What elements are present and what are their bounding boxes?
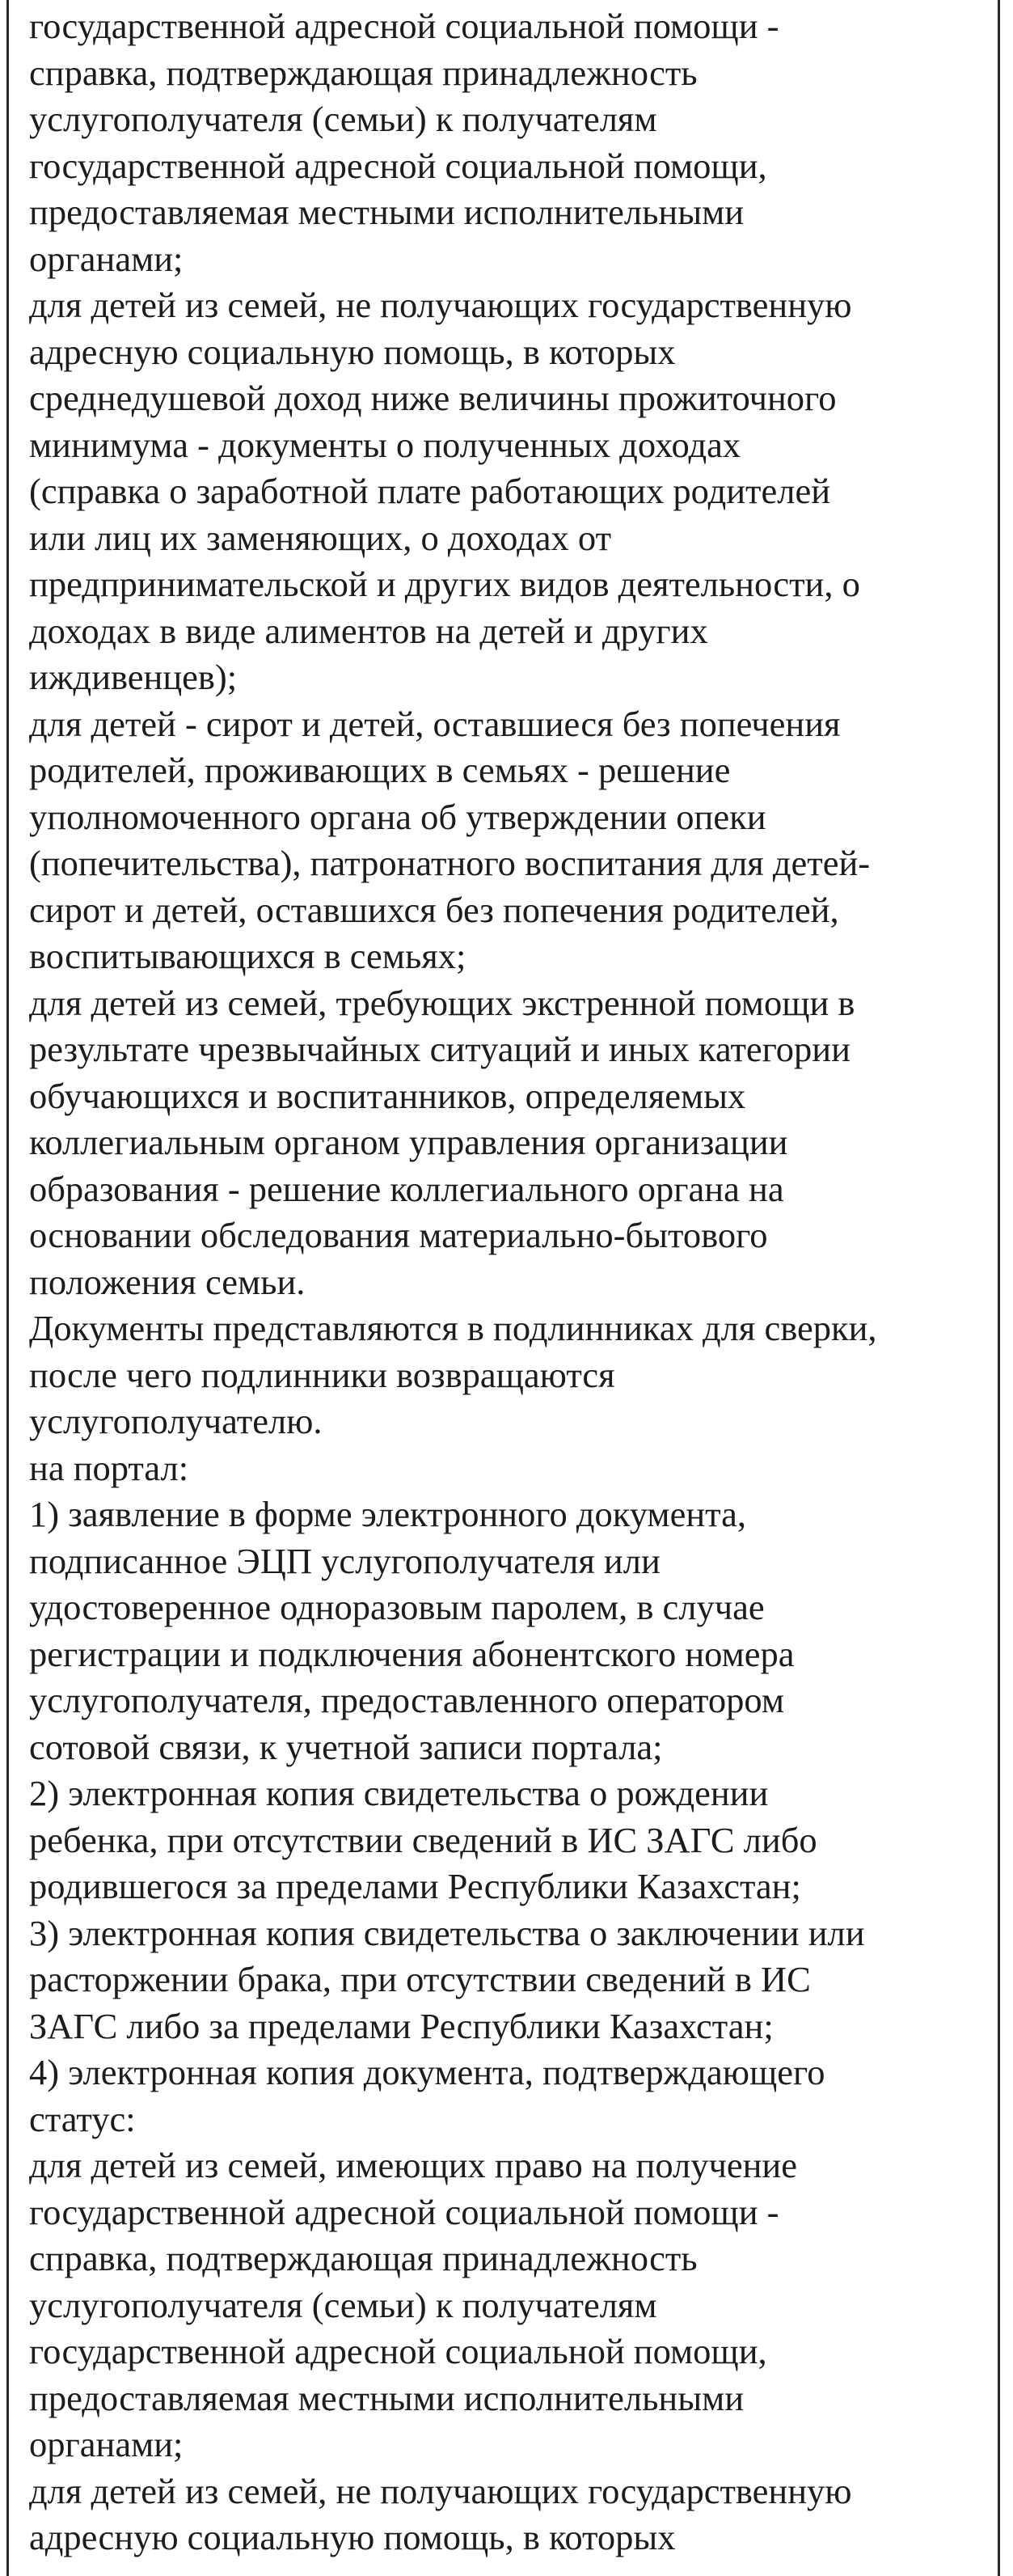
text-line: или лиц их заменяющих, о доходах от [29, 517, 612, 558]
text-line: адресную социальную помощь, в которых [29, 2517, 676, 2557]
text-line: для детей из семей, не получающих государственную [29, 2470, 852, 2511]
text-line: сирот и детей, оставшихся без попечения родителей, [29, 889, 839, 930]
text-line: предоставляемая местными исполнительными [29, 192, 745, 232]
text-line: для детей - сирот и детей, оставшиеся без попечения [29, 703, 841, 744]
text-line: для детей из семей, не получающих государственную [29, 285, 852, 325]
text-line: услугополучателя (семьи) к получателям [29, 99, 657, 139]
text-line: сотовой связи, к учетной записи портала; [29, 1726, 663, 1767]
text-line: справка, подтверждающая принадлежность [29, 52, 698, 93]
text-line: иждивенцев); [29, 657, 238, 697]
text-line: регистрации и подключения абонентского номера [29, 1633, 795, 1674]
table-border-right [998, 0, 1000, 2576]
text-line: 4) электронная копия документа, подтверждающего [29, 2052, 825, 2092]
text-line: коллегиальным органом управления организации [29, 1122, 788, 1162]
text-line: удостоверенное одноразовым паролем, в случае [29, 1587, 765, 1627]
text-line: на портал: [29, 1447, 189, 1488]
text-line: положения семьи. [29, 1261, 306, 1302]
text-line: государственной адресной социальной помощи, [29, 2331, 767, 2371]
text-line: минимума - документы о полученных доходах [29, 424, 741, 465]
table-border-left [6, 0, 9, 2576]
text-line: доходах в виде алиментов на детей и других [29, 610, 708, 651]
text-line: результате чрезвычайных ситуаций и иных категории [29, 1029, 850, 1069]
text-line: для детей из семей, требующих экстренной помощи в [29, 982, 855, 1023]
text-line: услугополучателю. [29, 1401, 323, 1441]
text-line: 3) электронная копия свидетельства о заключении или [29, 1912, 865, 1953]
text-line: ЗАГС либо за пределами Республики Казахстан; [29, 2005, 774, 2046]
text-line: родившегося за пределами Республики Казахстан; [29, 1866, 801, 1906]
text-line: государственной адресной социальной помощи - [29, 6, 779, 46]
text-line: (справка о заработной плате работающих родителей [29, 471, 831, 511]
text-line: статус: [29, 2098, 136, 2139]
document-text-block [29, 3, 996, 2561]
text-line: Документы представляются в подлинниках для сверки, [29, 1308, 877, 1348]
text-line: подписанное ЭЦП услугополучателя или [29, 1540, 661, 1581]
text-line: предпринимательской и других видов деятельности, о [29, 564, 860, 604]
text-line: органами; [29, 2424, 184, 2464]
text-line: родителей, проживающих в семьях - решение [29, 750, 731, 790]
text-line: обучающихся и воспитанников, определяемых [29, 1075, 746, 1116]
text-line: среднедушевой доход ниже величины прожиточного [29, 378, 837, 418]
text-line: ребенка, при отсутствии сведений в ИС ЗАГС либо [29, 1819, 817, 1860]
text-line: 1) заявление в форме электронного документа, [29, 1494, 747, 1534]
text-line: предоставляемая местными исполнительными [29, 2377, 745, 2418]
text-line: (попечительства), патронатного воспитания для детей- [29, 843, 871, 883]
text-line: после чего подлинники возвращаются [29, 1354, 615, 1395]
text-line: справка, подтверждающая принадлежность [29, 2238, 698, 2278]
text-line: уполномоченного органа об утверждении опеки [29, 796, 766, 837]
text-line: государственной адресной социальной помощи - [29, 2191, 779, 2232]
text-line: для детей из семей, имеющих право на получение [29, 2145, 797, 2185]
text-line: основании обследования материально-бытового [29, 1215, 768, 1255]
text-line: расторжении брака, при отсутствии сведений в ИС [29, 1959, 811, 1999]
text-line: услугополучателя (семьи) к получателям [29, 2284, 657, 2325]
text-line: образования - решение коллегиального органа на [29, 1168, 784, 1209]
text-line: услугополучателя, предоставленного оператором [29, 1680, 784, 1720]
text-line: адресную социальную помощь, в которых [29, 331, 676, 372]
text-line: государственной адресной социальной помощи, [29, 145, 767, 186]
text-line: воспитывающихся в семьях; [29, 936, 466, 976]
text-line: 2) электронная копия свидетельства о рождении [29, 1773, 769, 1813]
text-line: органами; [29, 238, 184, 279]
